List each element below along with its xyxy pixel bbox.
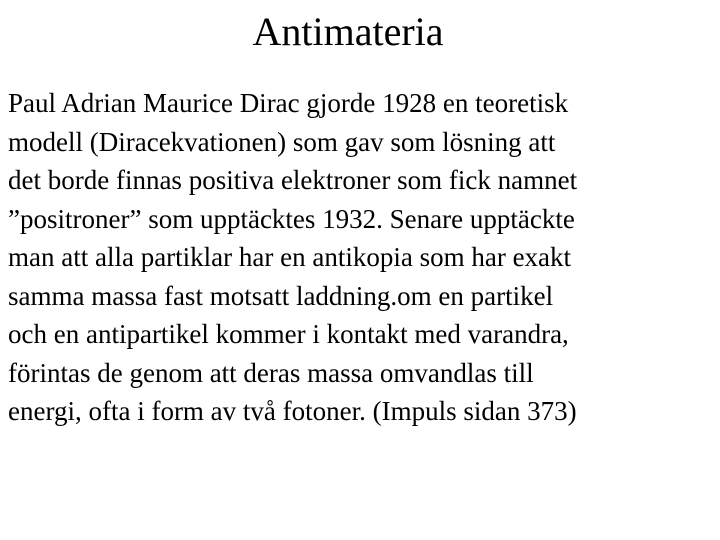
body-line: och en antipartikel kommer i kontakt med varandra, [8, 319, 569, 349]
slide-title: Antimateria [252, 9, 444, 54]
body-line: det borde finnas positiva elektroner som fick namnet [8, 165, 578, 195]
body-line: ”positroner” som upptäcktes 1932. Senare upptäckte [8, 203, 575, 234]
body-line: samma massa fast motsatt laddning.om en partikel [8, 280, 554, 311]
body-line: Paul Adrian Maurice Dirac gjorde 1928 en teoretisk [8, 88, 569, 118]
body-line: förintas de genom att deras massa omvandlas till [8, 357, 534, 388]
body-line: modell (Diracekvationen) som gav som lösning att [8, 126, 556, 157]
body-line: energi, ofta i form av två fotoner. (Impuls sidan 373) [8, 396, 577, 426]
body-line: man att alla partiklar har en antikopia som har exakt [8, 242, 572, 272]
slide-body [8, 84, 712, 431]
